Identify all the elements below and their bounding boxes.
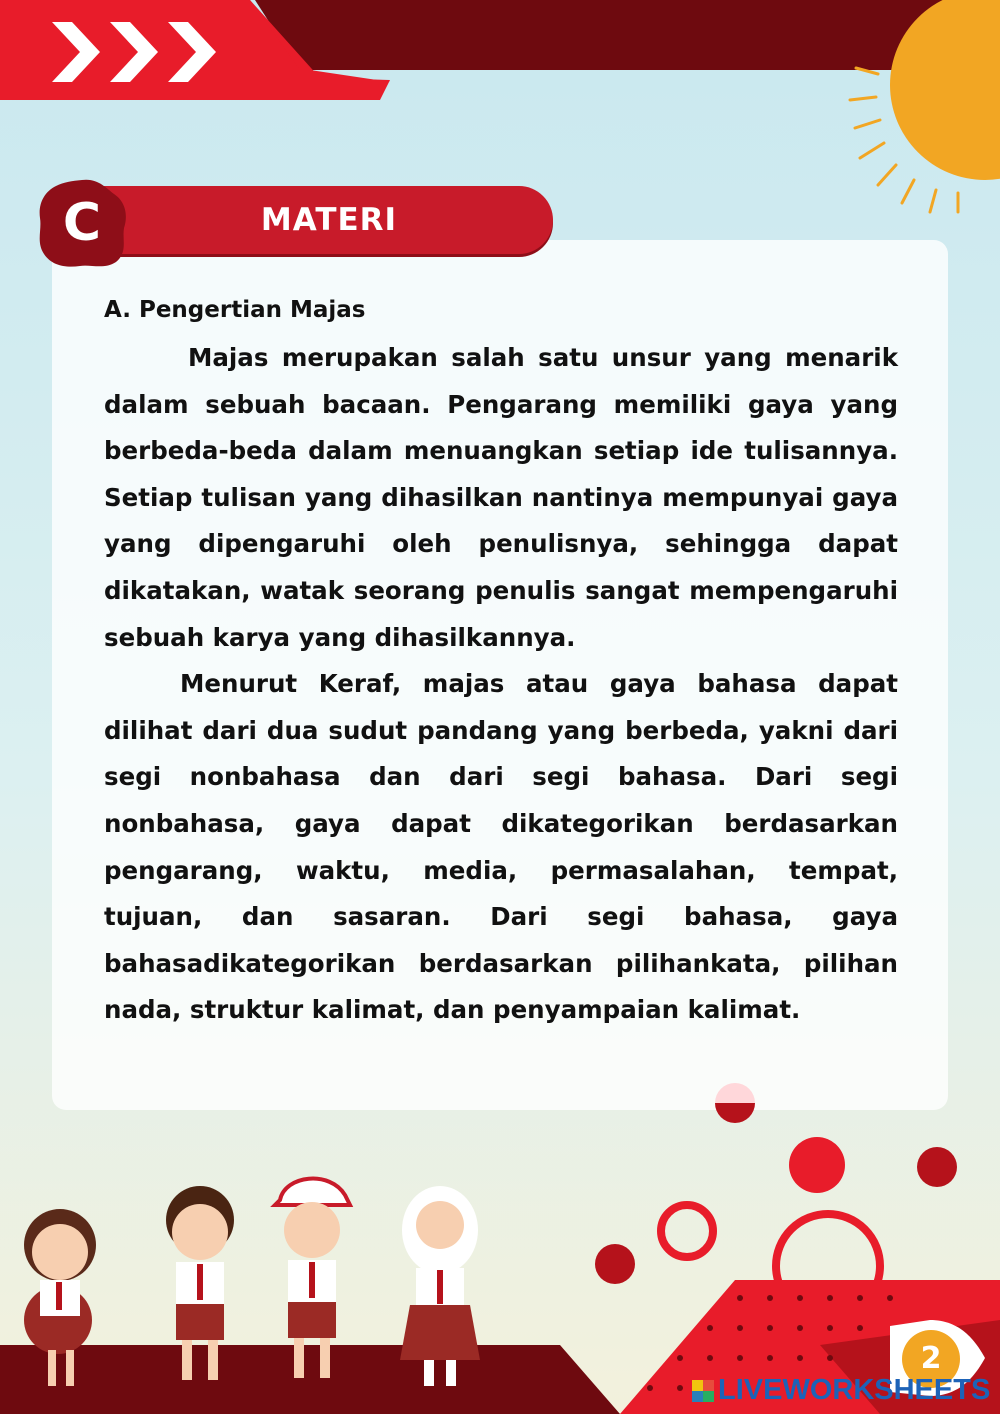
- paragraph-1-text: Majas merupakan salah satu unsur yang menarik dalam sebuah bacaan. Pengarang memiliki gaya yang berbeda-beda dalam menuangkan setiap ide tulisannya. Setiap tulisan yang dihasilkan nantinya mempunyai gaya yang dipengaruhi oleh penulisnya, sehingga dapat dikatakan, watak seorang penulis sangat mempengaruhi sebuah karya yang dihasilkannya.: [104, 343, 898, 652]
- content-body: [104, 293, 898, 1034]
- watermark-text: LIVEWORKSHEETS: [718, 1374, 991, 1406]
- page-number: 2: [902, 1330, 960, 1388]
- paragraph-2-text: Menurut Keraf, majas atau gaya bahasa dapat dilihat dari dua sudut pandang yang berbeda, yakni dari segi nonbahasa dan dari segi bahasa. Dari segi nonbahasa, gaya dapat dikategorikan berdasarkan pengarang, waktu, media, permasalahan, tempat, tujuan, dan sasaran. Dari segi bahasa, gaya bahasadikategorikan berdasarkan pilihankata, pilihan nada, struktur kalimat, dan penyampaian kalimat.: [104, 669, 898, 1025]
- liveworksheets-logo-icon: [692, 1380, 714, 1402]
- section-header-title: MATERI: [260, 202, 398, 238]
- section-header-bar: [95, 186, 553, 254]
- paragraph-1: [104, 335, 898, 661]
- bottom-decoration: [0, 1060, 1000, 1414]
- paragraph-2: [104, 661, 898, 1034]
- section-heading: A. Pengertian Majas: [104, 297, 366, 323]
- liveworksheets-watermark: [692, 1372, 992, 1408]
- section-badge-letter: C: [62, 193, 102, 253]
